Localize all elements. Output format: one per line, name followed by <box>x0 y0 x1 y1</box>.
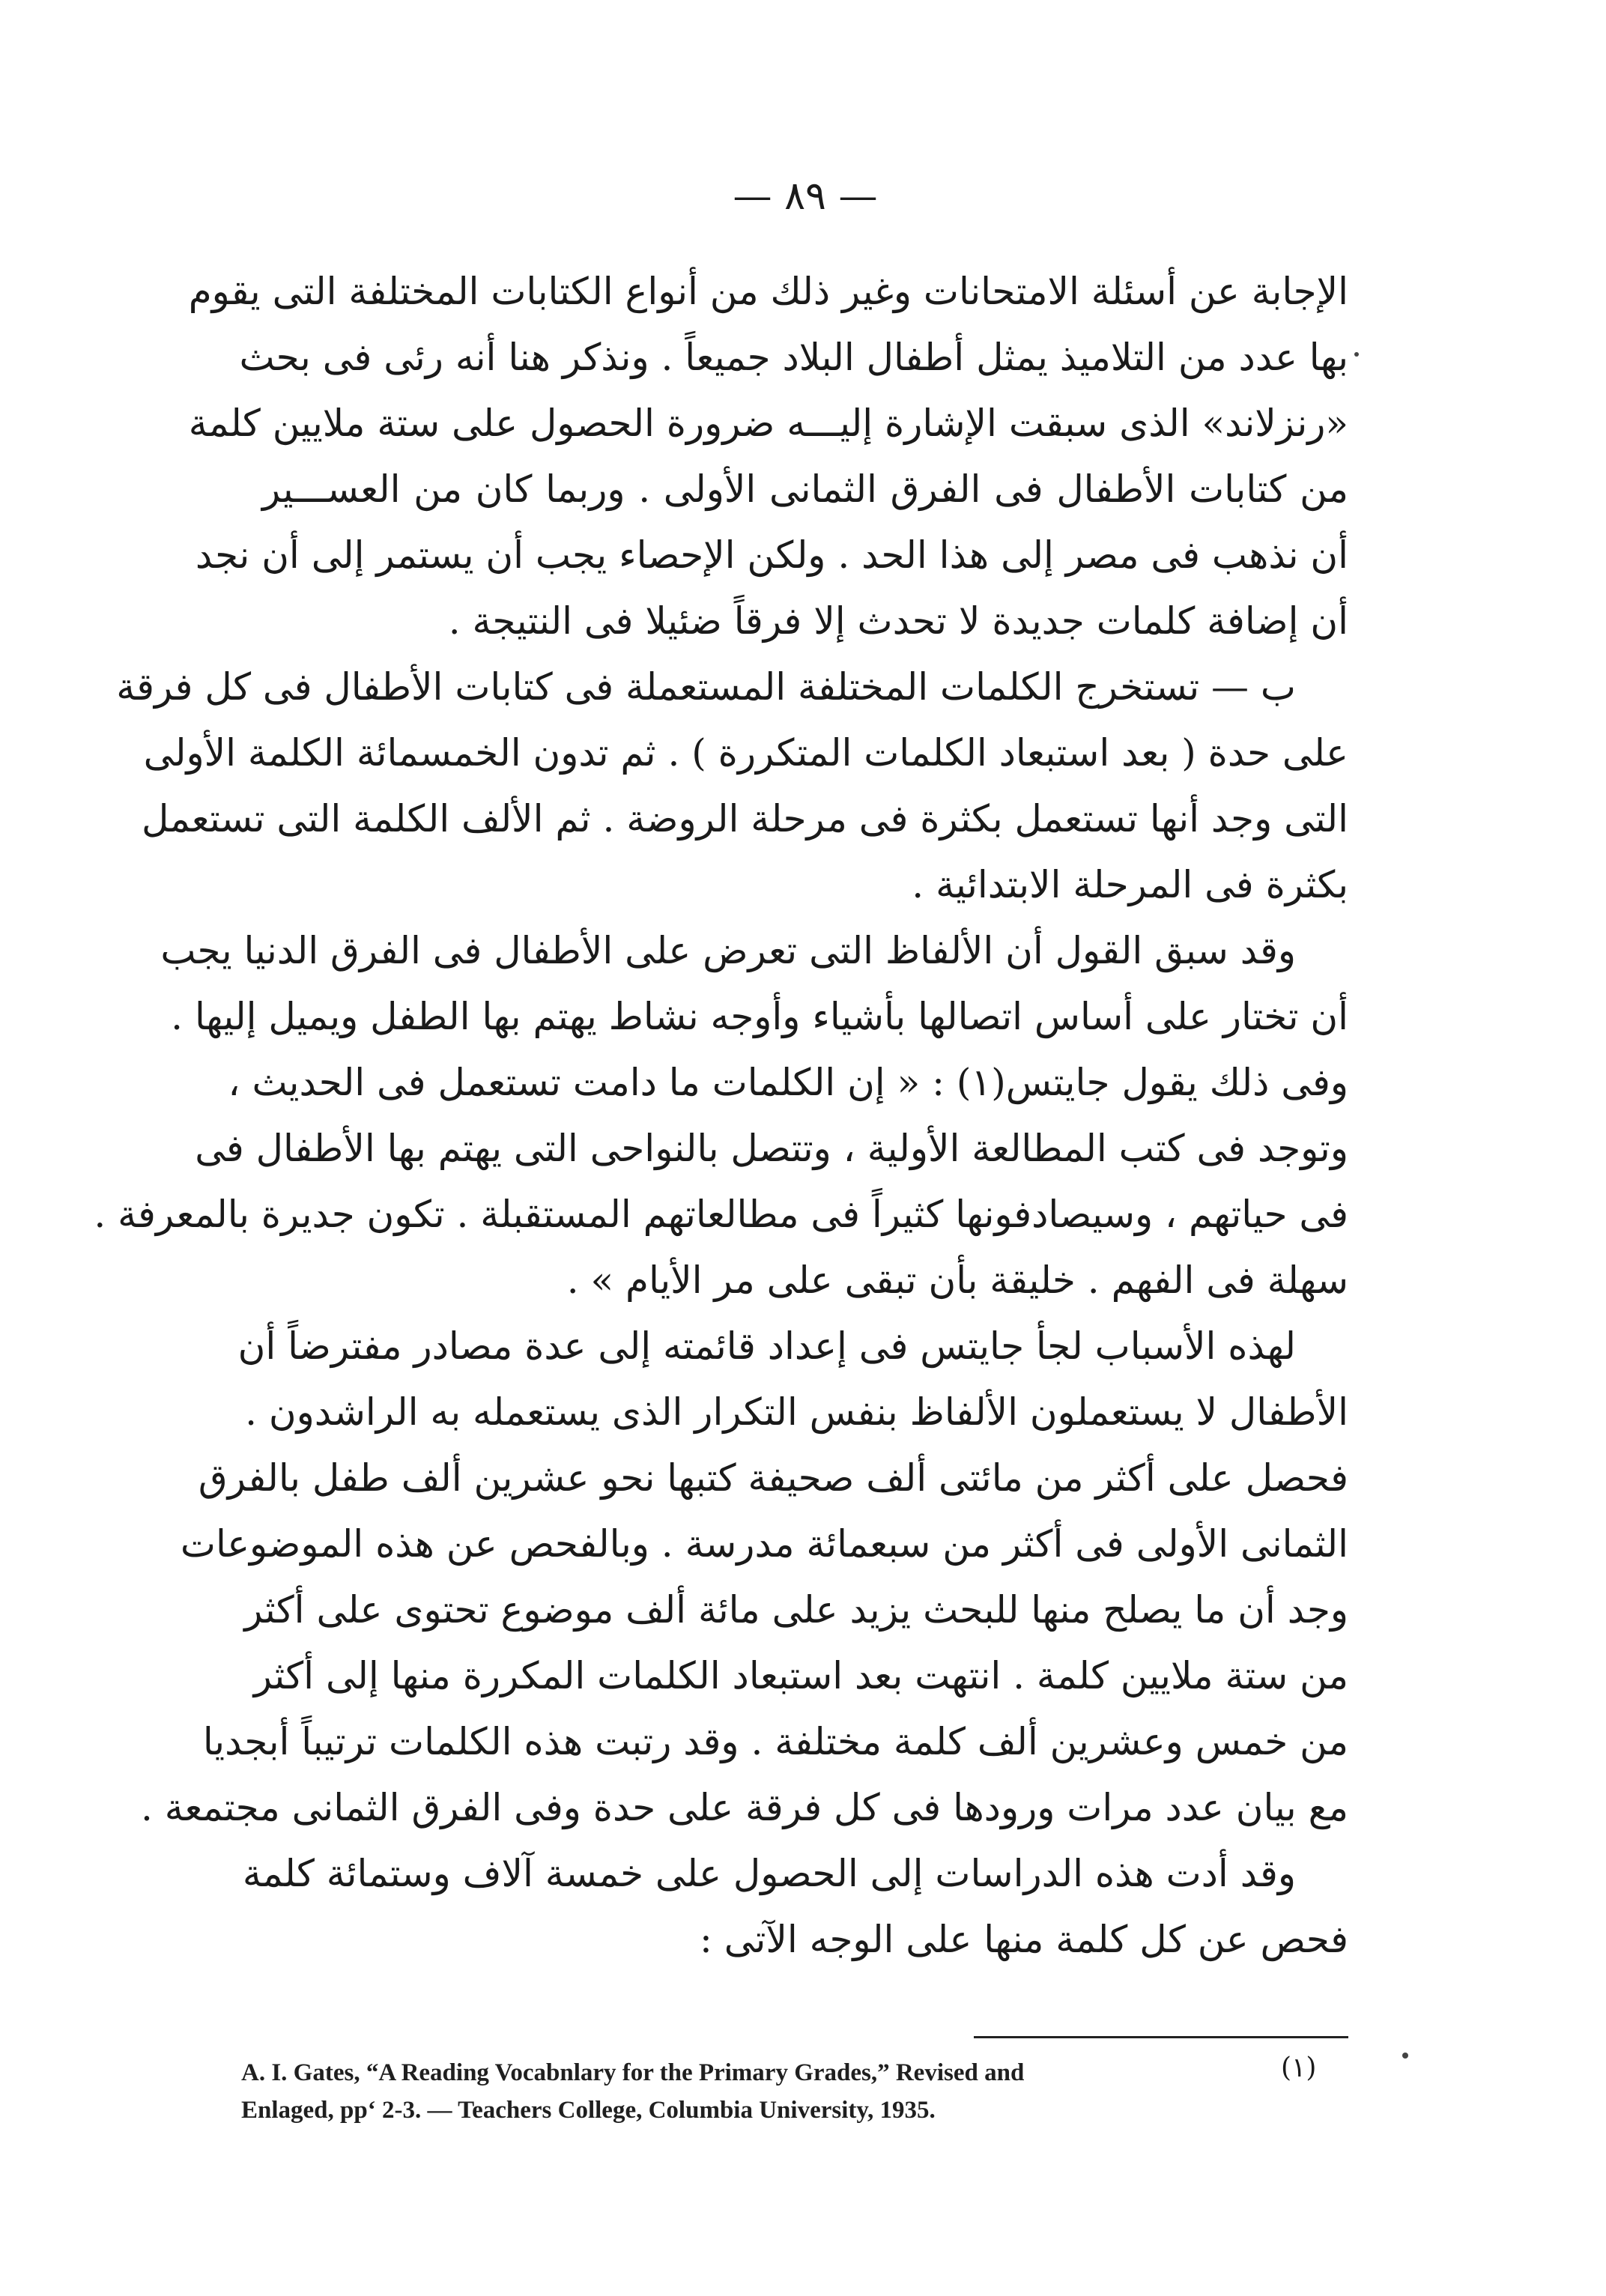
text-line: من كتابات الأطفال فى الفرق الثمانى الأولى . وربما كان من العســـير <box>262 467 1348 511</box>
text-line: بها عدد من التلاميذ يمثل أطفال البلاد جميعاً . ونذكر هنا أنه رئى فى بحث <box>239 336 1348 379</box>
text-line: من خمس وعشرين ألف كلمة مختلفة . وقد رتبت هذه الكلمات ترتيباً أبجديا <box>202 1720 1348 1763</box>
text-line: الثمانى الأولى فى أكثر من سبعمائة مدرسة . وبالفحص عن هذه الموضوعات <box>180 1522 1348 1566</box>
footnote <box>241 2054 1350 2129</box>
text-line: بكثرة فى المرحلة الابتدائية . <box>912 863 1348 906</box>
footnote-marker: (١) <box>1281 2053 1317 2083</box>
scan-speck <box>1402 2053 1408 2059</box>
text-line: سهلة فى الفهم . خليقة بأن تبقى على مر الأيام » . <box>566 1258 1348 1302</box>
text-line: من ستة ملايين كلمة . انتهت بعد استبعاد الكلمات المكررة منها إلى أكثر <box>253 1654 1348 1697</box>
text-line: الأطفال لا يستعملون الألفاظ بنفس التكرار الذى يستعمله به الراشدون . <box>245 1390 1348 1434</box>
text-line: على حدة ( بعد استبعاد الكلمات المتكررة ) . ثم تدون الخمسمائة الكلمة الأولى <box>143 731 1348 775</box>
text-line: أن نذهب فى مصر إلى هذا الحد . ولكن الإحصاء يجب أن يستمر إلى أن نجد <box>195 533 1348 577</box>
text-line: لهذه الأسباب لجأ جايتس فى إعداد قائمته إلى عدة مصادر مفترضاً أن <box>237 1324 1296 1368</box>
text-line: وقد أدت هذه الدراسات إلى الحصول على خمسة آلاف وستمائة كلمة <box>242 1852 1296 1895</box>
text-line: وتوجد فى كتب المطالعة الأولية ، وتتصل بالنواحى التى يهتم بها الأطفال فى <box>195 1127 1348 1170</box>
page-number: — ٨٩ — <box>733 174 878 219</box>
text-line: التى وجد أنها تستعمل بكثرة فى مرحلة الروضة . ثم الألف الكلمة التى تستعمل <box>141 797 1348 840</box>
text-line: فحص عن كل كلمة منها على الوجه الآتى : <box>700 1918 1348 1961</box>
text-line: فى حياتهم ، وسيصادفونها كثيراً فى مطالعاتهم المستقبلة . تكون جديرة بالمعرفة . <box>94 1193 1348 1236</box>
text-line: أن تختار على أساس اتصالها بأشياء وأوجه نشاط يهتم بها الطفل ويميل إليها . <box>171 995 1348 1038</box>
text-line: فحصل على أكثر من مائتى ألف صحيفة كتبها نحو عشرين ألف طفل بالفرق <box>198 1456 1348 1500</box>
text-line: أن إضافة كلمات جديدة لا تحدث إلا فرقاً ضئيلا فى النتيجة . <box>448 599 1348 643</box>
text-line: وقد سبق القول أن الألفاظ التى تعرض على الأطفال فى الفرق الدنيا يجب <box>160 929 1296 972</box>
text-line: الإجابة عن أسئلة الامتحانات وغير ذلك من أنواع الكتابات المختلفة التى يقوم <box>188 270 1348 313</box>
text-line: ب — تستخرج الكلمات المختلفة المستعملة فى كتابات الأطفال فى كل فرقة <box>116 665 1296 709</box>
text-line: وفى ذلك يقول جايتس(١) : « إن الكلمات ما دامت تستعمل فى الحديث ، <box>228 1061 1348 1104</box>
scan-speck <box>1354 352 1359 357</box>
text-line: مع بيان عدد مرات ورودها فى كل فرقة على حدة وفى الفرق الثمانى مجتمعة . <box>140 1786 1348 1829</box>
footnote-divider <box>974 2036 1348 2038</box>
text-line: وجد أن ما يصلح منها للبحث يزيد على مائة ألف موضوع تحتوى على أكثر <box>244 1588 1348 1632</box>
body-text <box>94 258 1348 1972</box>
footnote-line: Enlaged, pp‘ 2-3. — Teachers College, Columbia University, 1935. <box>241 2097 936 2124</box>
text-line: «رنزلاند» الذى سبقت الإشارة إليـــه ضرورة الحصول على ستة ملايين كلمة <box>188 402 1348 445</box>
footnote-line: A. I. Gates, “A Reading Vocabnlary for the Primary Grades,” Revised and <box>241 2059 1025 2086</box>
